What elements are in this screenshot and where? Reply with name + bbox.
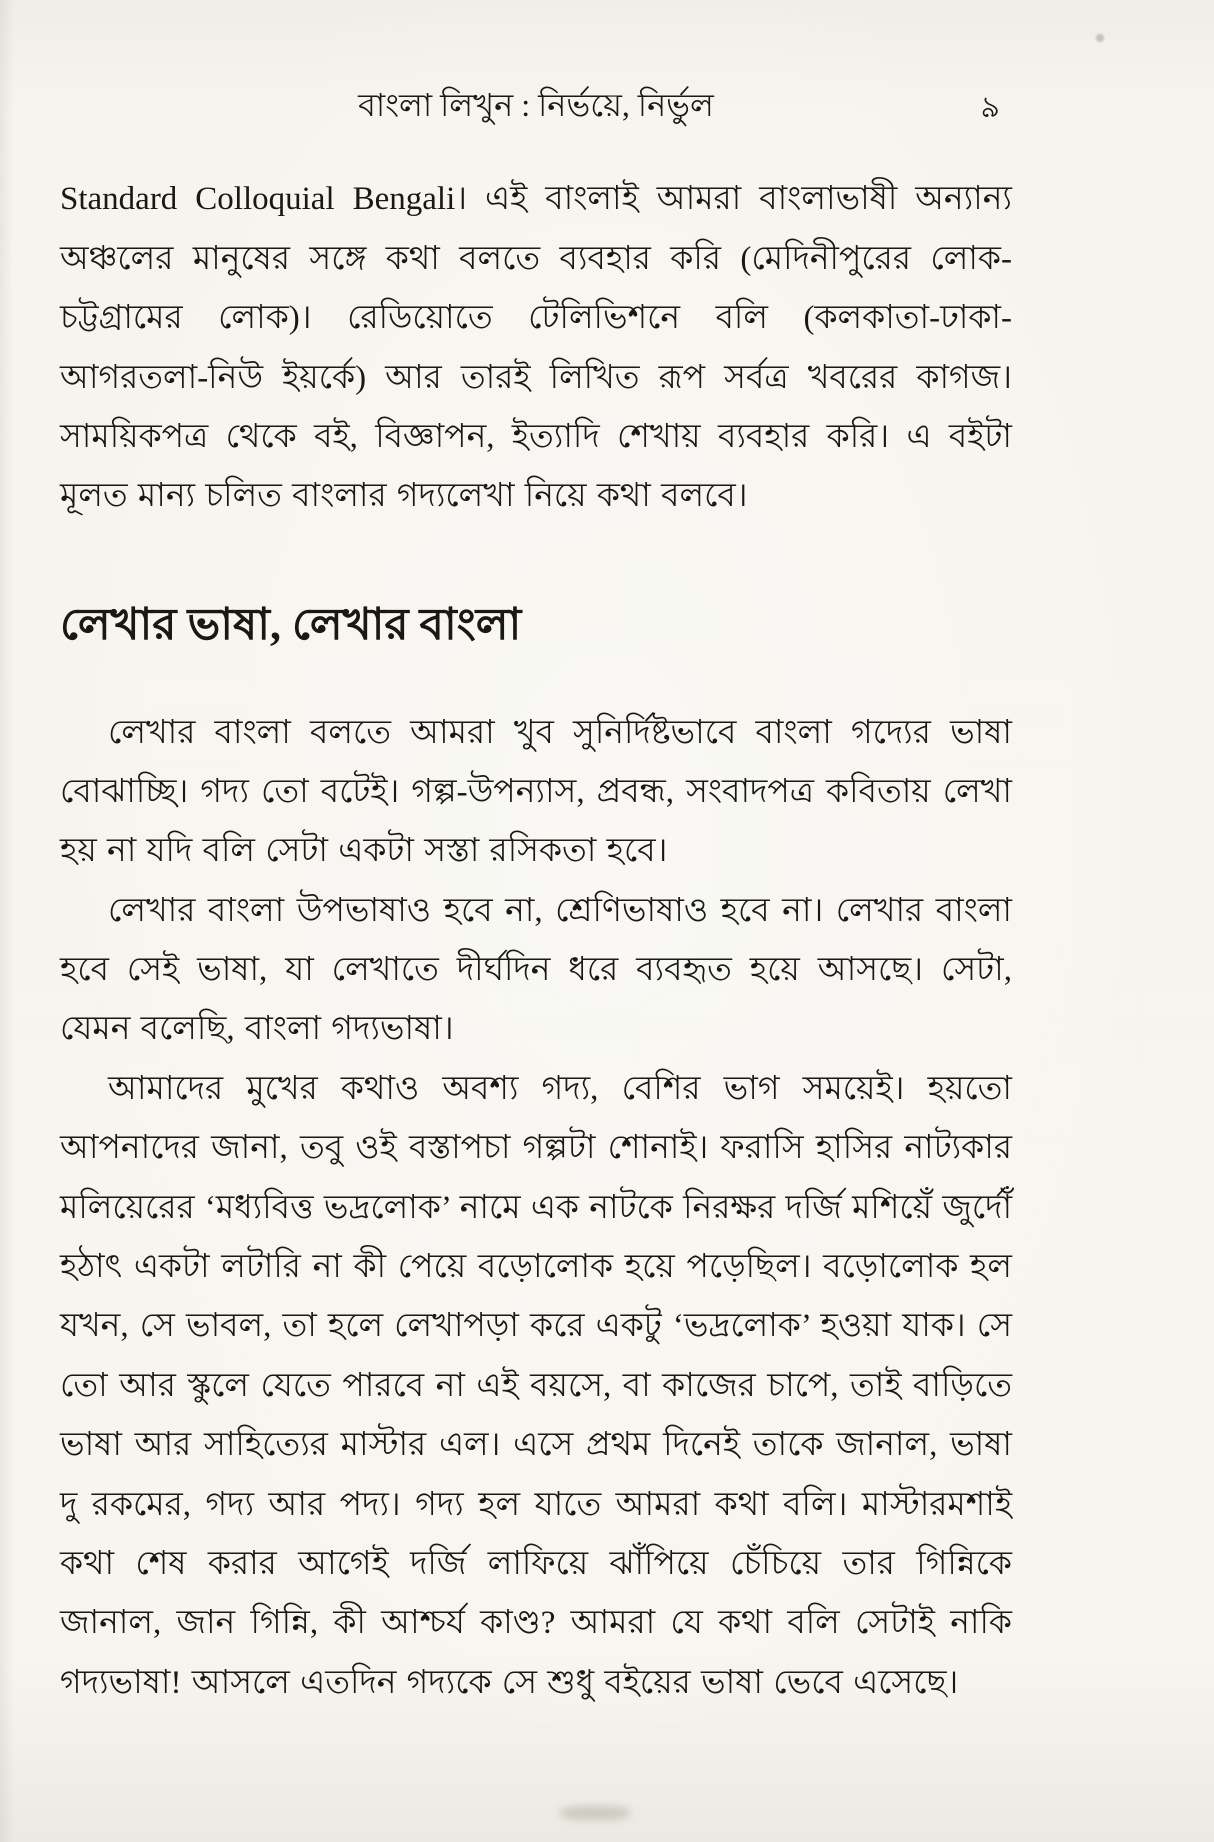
running-header-title: বাংলা লিখুন : নির্ভয়ে, নির্ভুল xyxy=(358,87,714,123)
page-number: ৯ xyxy=(980,91,1000,124)
scan-artifact xyxy=(1096,34,1104,42)
paragraph-intro: Standard Colloquial Bengali। এই বাংলাই আমরা বাংলাভাষী অন্যান্য অঞ্চলের মানুষের সঙ্গে কথা বলতে ব্যবহার করি (মেদিনীপুরের লোক-চট্টগ্রামের লোক)। রেডিয়োতে টেলিভিশনে বলি (কলকাতা-ঢাকা-আগরতলা-নিউ ইয়র্কে) আর তারই লিখিত রূপ সর্বত্র খবরের কাগজ। সাময়িকপত্র থেকে বই, বিজ্ঞাপন, ইত্যাদি শেখায় ব্যবহার করি। এ বইটা মূলত মান্য চলিত বাংলার গদ্যলেখা নিয়ে কথা বলবে। xyxy=(60,181,1012,515)
scan-artifact xyxy=(560,1806,630,1820)
running-header xyxy=(60,86,1012,124)
section-heading: লেখার ভাষা, লেখার বাংলা xyxy=(60,599,522,649)
page-edge-shadow xyxy=(0,0,14,1842)
paragraph: আমাদের মুখের কথাও অবশ্য গদ্য, বেশির ভাগ সময়েই। হয়তো আপনাদের জানা, তবু ওই বস্তাপচা গল্পটা শোনাই। ফরাসি হাসির নাট্যকার মলিয়েরের ‘মধ্যবিত্ত ভদ্রলোক’ নামে এক নাটকে নিরক্ষর দর্জি মশিয়েঁ জুর্দোঁ হঠাৎ একটা লটারি না কী পেয়ে বড়োলোক হয়ে পড়েছিল। বড়োলোক হল যখন, সে ভাবল, তা হলে লেখাপড়া করে একটু ‘ভদ্রলোক’ হওয়া যাক। সে তো আর স্কুলে যেতে পারবে না এই বয়সে, বা কাজের চাপে, তাই বাড়িতে ভাষা আর সাহিত্যের মাস্টার এল। এসে প্রথম দিনেই তাকে জানাল, ভাষা দু রকমের, গদ্য আর পদ্য। গদ্য হল যাতে আমরা কথা বলি। মাস্টারমশাই কথা শেষ করার আগেই দর্জি লাফিয়ে ঝাঁপিয়ে চেঁচিয়ে তার গিন্নিকে জানাল, জান গিন্নি, কী আশ্চর্য কাণ্ড? আমরা যে কথা বলি সেটাই নাকি গদ্যভাষা! আসলে এতদিন গদ্যকে সে শুধু বইয়ের ভাষা ভেবে এসেছে। xyxy=(60,1070,1013,1701)
page-content xyxy=(60,86,1012,1713)
paragraph: লেখার বাংলা উপভাষাও হবে না, শ্রেণিভাষাও হবে না। লেখার বাংলা হবে সেই ভাষা, যা লেখাতে দীর্ঘদিন ধরে ব্যবহৃত হয়ে আসছে। সেটা, যেমন বলেছি, বাংলা গদ্যভাষা। xyxy=(60,892,1012,1048)
paragraph: লেখার বাংলা বলতে আমরা খুব সুনির্দিষ্টভাবে বাংলা গদ্যের ভাষা বোঝাচ্ছি। গদ্য তো বটেই। গল্প-উপন্যাস, প্রবন্ধ, সংবাদপত্র কবিতায় লেখা হয় না যদি বলি সেটা একটা সস্তা রসিকতা হবে। xyxy=(60,714,1012,870)
